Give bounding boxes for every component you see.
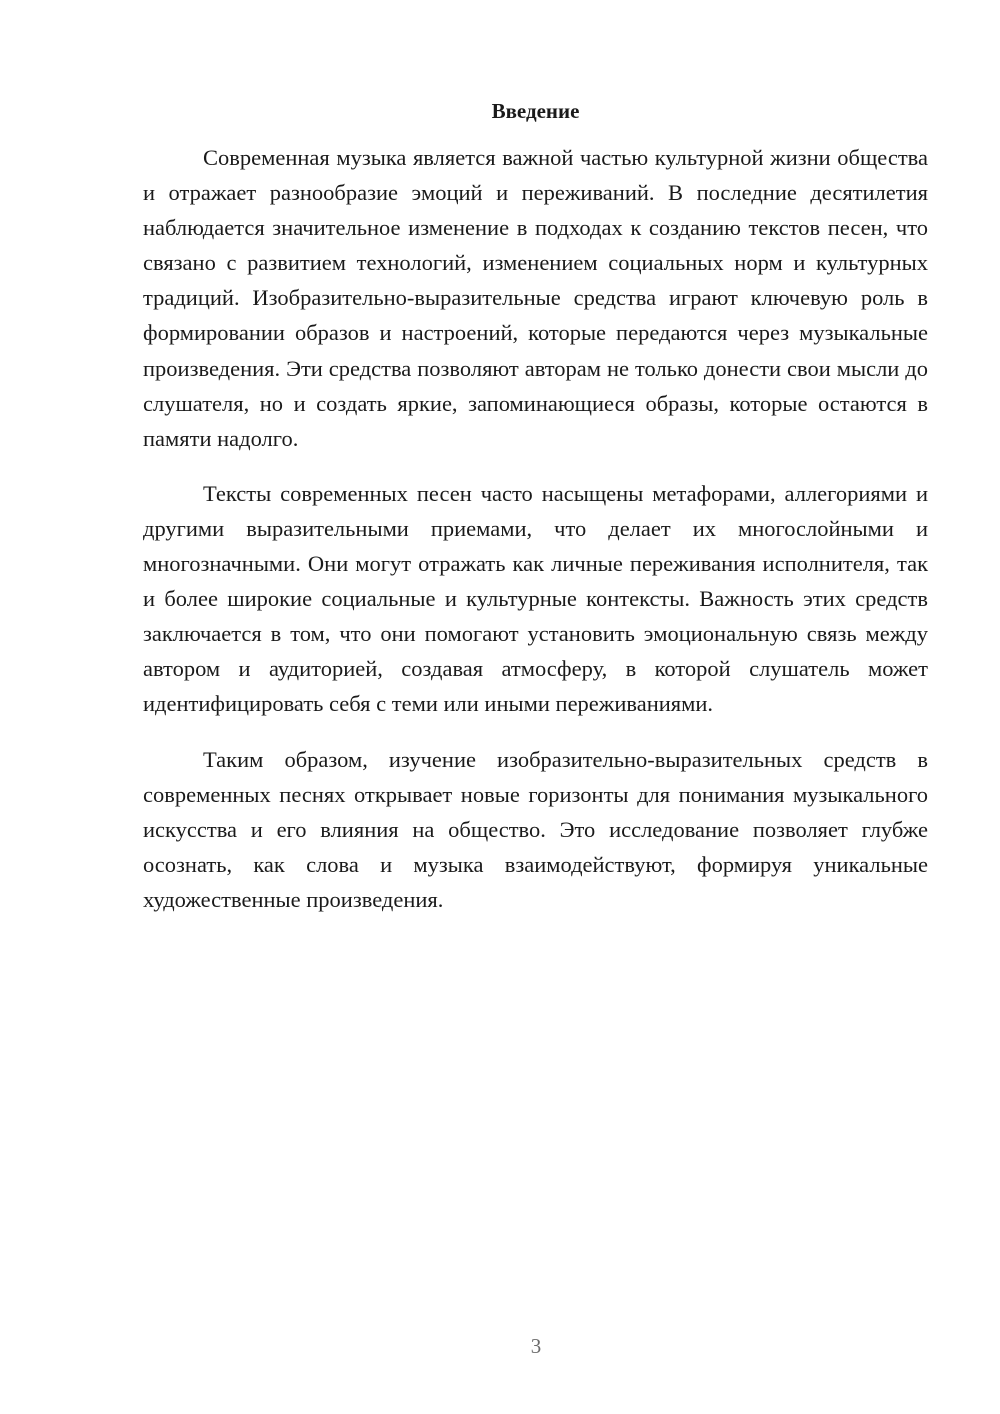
page-number: 3 [530, 1334, 542, 1358]
paragraph-1: Современная музыка является важной частью культурной жизни общества и отражает разнообразие эмоций и переживаний. В последние десятилетия наблюдается значительное изменение в подходах к созданию текстов песен, что связано с развитием технологий, изменением социальных норм и культурных традиций. Изобразительно-выразительные средства играют ключевую роль в формировании образов и настроений, которые передаются через музыкальные произведения. Эти средства позволяют авторам не только донести свои мысли до слушателя, но и создать яркие, запоминающиеся образы, которые остаются в памяти надолго. [143, 145, 928, 451]
section-title: Введение [491, 99, 580, 123]
paragraph-2: Тексты современных песен часто насыщены метафорами, аллегориями и другими выразительными приемами, что делает их многослойными и многозначными. Они могут отражать как личные переживания исполнителя, так и более широкие социальные и культурные контексты. Важность этих средств заключается в том, что они помогают установить эмоциональную связь между автором и аудиторией, создавая атмосферу, в которой слушатель может идентифицировать себя с теми или иными переживаниями. [143, 480, 928, 717]
page-content [143, 96, 928, 937]
paragraph-3: Таким образом, изучение изобразительно-выразительных средств в современных песнях открывает новые горизонты для понимания музыкального искусства и его влияния на общество. Это исследование позволяет глубже осознать, как слова и музыка взаимодействуют, формируя уникальные художественные произведения. [143, 746, 928, 912]
